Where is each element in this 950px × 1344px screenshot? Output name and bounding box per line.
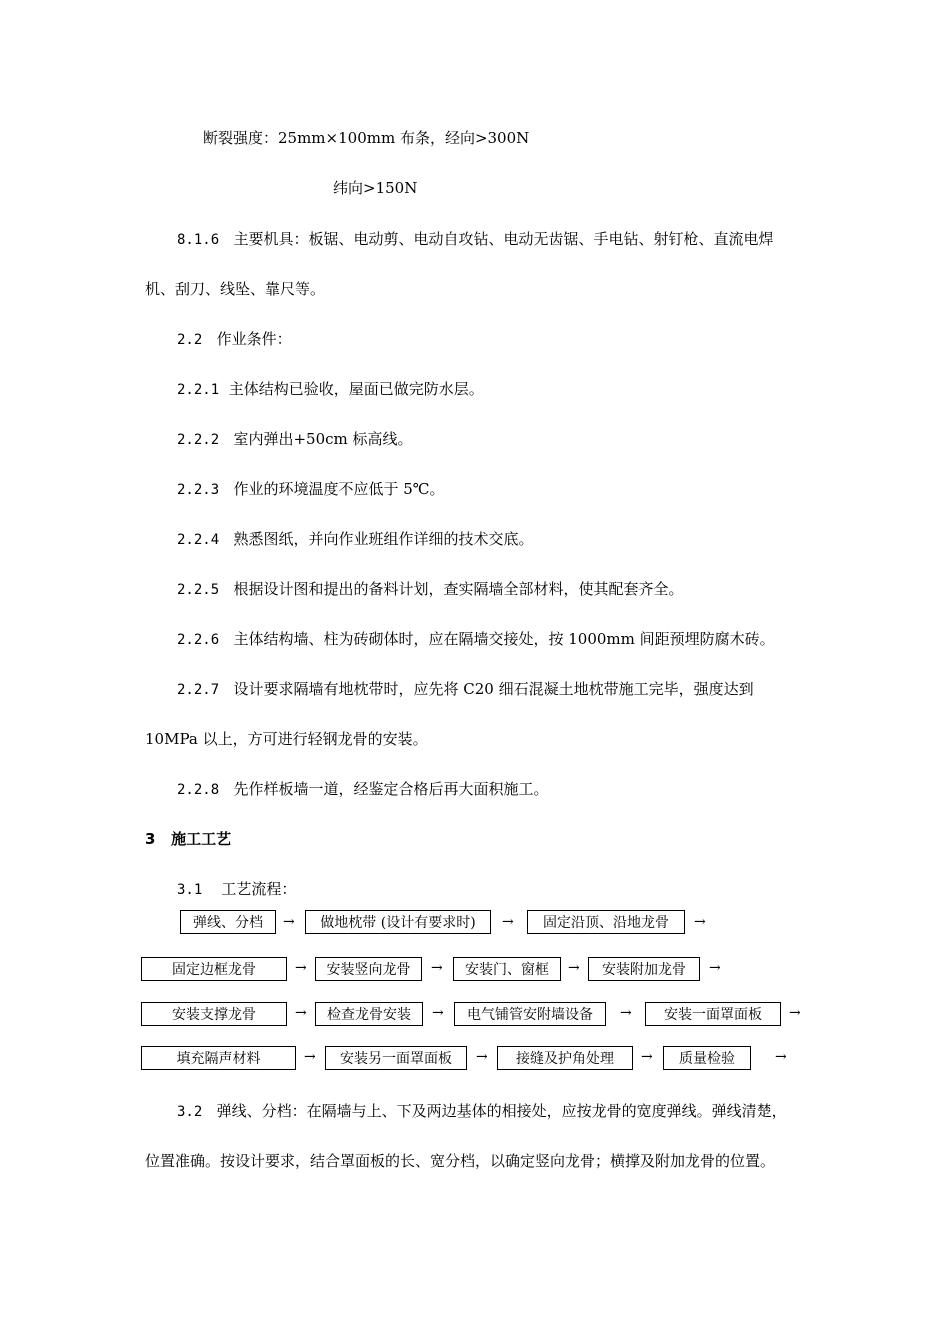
flow-box-13: 安装另一面罩面板 — [325, 1046, 467, 1070]
flow-arrow: → — [283, 914, 295, 930]
flow-box-6: 安装门、窗框 — [453, 957, 561, 981]
section-2-2-6: 2.2.6 主体结构墙、柱为砖砌体时，应在隔墙交接处，按 1000mm 间距预埋防腐木砖。 — [177, 630, 775, 648]
section-2-2: 2.2 作业条件： — [177, 330, 292, 348]
section-3-1: 3.1 工艺流程： — [177, 880, 297, 898]
flow-arrow: → — [709, 960, 721, 976]
fracture-strength-line: 断裂强度：25mm×100mm 布条，经向>300N — [203, 129, 530, 147]
flow-box-10: 电气铺管安附墙设备 — [454, 1002, 606, 1026]
flow-box-3: 固定沿顶、沿地龙骨 — [527, 910, 685, 934]
section-2-2-4: 2.2.4 熟悉图纸，并向作业班组作详细的技术交底。 — [177, 530, 534, 548]
flow-arrow: → — [568, 960, 580, 976]
flow-arrow: → — [431, 960, 443, 976]
section-3-2-cont: 位置准确。按设计要求，结合罩面板的长、宽分档，以确定竖向龙骨；横撑及附加龙骨的位置。 — [145, 1152, 776, 1170]
flow-arrow: → — [295, 1005, 307, 1021]
flow-arrow: → — [694, 914, 706, 930]
section-2-2-7-cont: 10MPa 以上，方可进行轻钢龙骨的安装。 — [145, 730, 428, 748]
flow-box-1: 弹线、分档 — [180, 910, 276, 934]
section-2-2-2: 2.2.2 室内弹出+50cm 标高线。 — [177, 430, 413, 448]
flow-box-14: 接缝及护角处理 — [497, 1046, 633, 1070]
flow-box-15: 质量检验 — [663, 1046, 751, 1070]
flow-arrow: → — [502, 914, 514, 930]
section-3-2: 3.2 弹线、分档：在隔墙与上、下及两边基体的相接处，应按龙骨的宽度弹线。弹线清楚， — [177, 1102, 787, 1120]
flow-arrow: → — [789, 1005, 801, 1021]
section-2-2-8: 2.2.8 先作样板墙一道，经鉴定合格后再大面积施工。 — [177, 780, 549, 798]
flow-arrow: → — [620, 1005, 632, 1021]
flow-box-2: 做地枕带 (设计有要求时) — [305, 910, 491, 934]
flow-arrow: → — [432, 1005, 444, 1021]
section-2-2-1: 2.2.1 主体结构已验收，屋面已做完防水层。 — [177, 380, 484, 398]
flow-box-11: 安装一面罩面板 — [645, 1002, 781, 1026]
section-2-2-7: 2.2.7 设计要求隔墙有地枕带时，应先将 C20 细石混凝土地枕带施工完毕，强度达到 — [177, 680, 754, 698]
section-8-1-6: 8.1.6 主要机具：板锯、电动剪、电动自攻钻、电动无齿锯、手电钻、射钉枪、直流电焊 — [177, 230, 774, 248]
flow-box-7: 安装附加龙骨 — [588, 957, 700, 981]
flow-box-5: 安装竖向龙骨 — [315, 957, 422, 981]
flow-arrow: → — [304, 1049, 316, 1065]
flow-box-12: 填充隔声材料 — [141, 1046, 296, 1070]
flow-arrow: → — [295, 960, 307, 976]
flow-arrow: → — [476, 1049, 488, 1065]
section-2-2-3: 2.2.3 作业的环境温度不应低于 5℃。 — [177, 480, 445, 498]
flow-box-4: 固定边框龙骨 — [141, 957, 287, 981]
section-3-heading: 3 施工工艺 — [145, 830, 232, 848]
flow-box-9: 检查龙骨安装 — [315, 1002, 423, 1026]
flow-arrow: → — [775, 1049, 787, 1065]
weft-strength-line: 纬向>150N — [333, 179, 418, 197]
section-8-1-6-cont: 机、刮刀、线坠、靠尺等。 — [145, 280, 326, 298]
flow-arrow: → — [641, 1049, 653, 1065]
section-2-2-5: 2.2.5 根据设计图和提出的备料计划，查实隔墙全部材料，使其配套齐全。 — [177, 580, 684, 598]
flow-box-8: 安装支撑龙骨 — [141, 1002, 287, 1026]
